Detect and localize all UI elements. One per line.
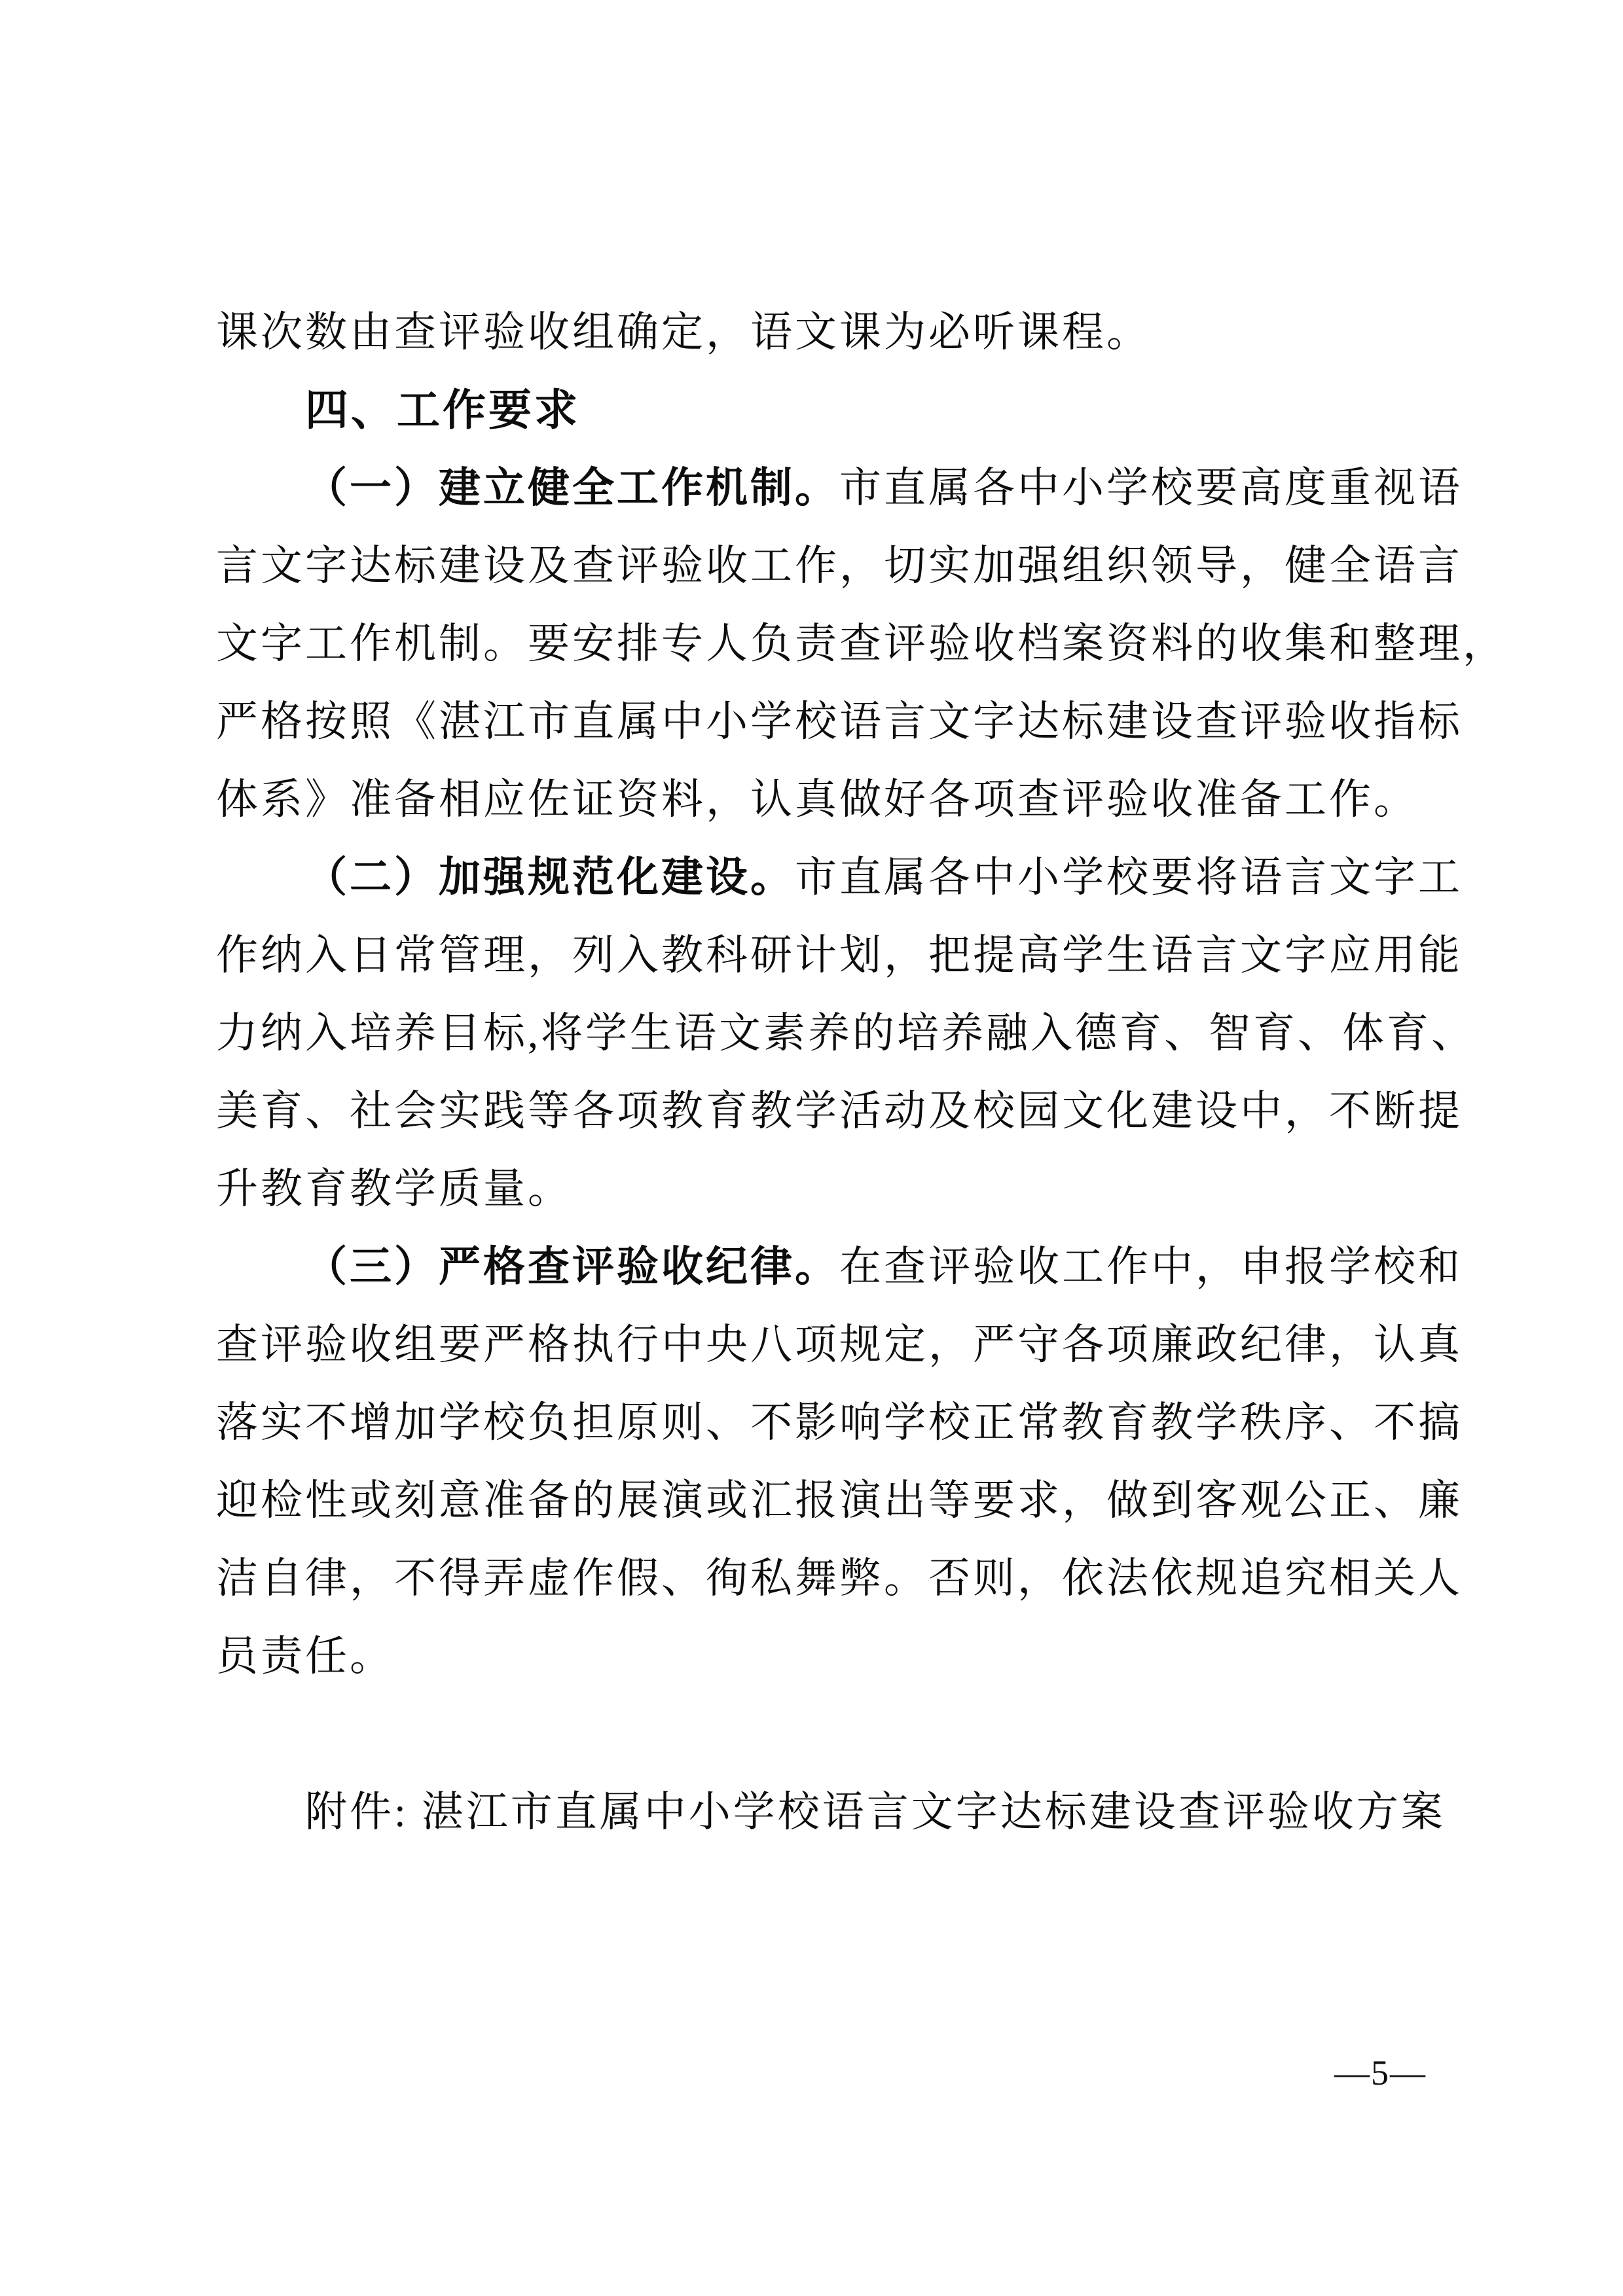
attachment-line (216, 1773, 1463, 1851)
text-line (216, 1072, 1463, 1150)
text-line (216, 1462, 1463, 1539)
line-text: 员责任。 (216, 1633, 394, 1679)
document-body (216, 293, 1507, 1851)
text-line (216, 293, 1463, 371)
text-line (216, 1150, 1463, 1228)
line-text: 查评验收组要严格执行中央八项规定，严守各项廉政纪律，认真 (216, 1321, 1463, 1368)
line-text: 严格按照《湛江市直属中小学校语言文字达标建设查评验收指标 (216, 698, 1463, 745)
text-line (216, 527, 1463, 605)
line-text: 言文字达标建设及查评验收工作，切实加强组织领导，健全语言 (216, 543, 1463, 589)
text-line (216, 683, 1463, 761)
text-line (216, 916, 1463, 994)
line-text: 力纳入培养目标,将学生语文素养的培养融入德育、智育、体育、 (216, 1010, 1476, 1056)
paragraph-start-line (216, 838, 1463, 916)
line-text: 课次数由查评验收组确定，语文课为必听课程。 (216, 309, 1151, 355)
line-text: 作纳入日常管理，列入教科研计划，把提高学生语言文字应用能 (216, 932, 1463, 978)
section-heading-line (216, 371, 1463, 449)
paragraph-lead-text: （一）建立健全工作机制。 (305, 464, 839, 511)
paragraph-start-line (216, 1228, 1463, 1306)
paragraph-lead-text: （二）加强规范化建设。 (305, 853, 795, 901)
paragraph-lead-text: （三）严格查评验收纪律。 (305, 1243, 839, 1290)
line-text: 市直属各中小学校要将语言文字工 (795, 854, 1463, 901)
line-text: 文字工作机制。要安排专人负责查评验收档案资料的收集和整理， (216, 620, 1507, 667)
text-line (216, 1306, 1463, 1384)
text-line (216, 605, 1507, 683)
page-number: —5— (1334, 2053, 1427, 2092)
line-text: 洁自律，不得弄虚作假、徇私舞弊。否则，依法依规追究相关人 (216, 1555, 1463, 1602)
text-line (216, 1384, 1463, 1462)
line-text: 在查评验收工作中，申报学校和 (839, 1244, 1463, 1290)
section-heading-text: 四、工作要求 (305, 386, 580, 434)
paragraph-start-line (216, 449, 1463, 527)
line-text: 落实不增加学校负担原则、不影响学校正常教育教学秩序、不搞 (216, 1399, 1463, 1446)
line-text: 美育、社会实践等各项教育教学活动及校园文化建设中，不断提 (216, 1088, 1463, 1134)
line-text: 迎检性或刻意准备的展演或汇报演出等要求，做到客观公正、廉 (216, 1477, 1463, 1524)
line-text: 体系》准备相应佐证资料，认真做好各项查评验收准备工作。 (216, 776, 1418, 823)
blank-line (216, 1695, 1463, 1773)
line-text: 升教育教学质量。 (216, 1166, 572, 1212)
line-text: 市直属各中小学校要高度重视语 (839, 465, 1463, 511)
text-line (216, 1617, 1463, 1695)
attachment-text: 附件: 湛江市直属中小学校语言文字达标建设查评验收方案 (305, 1789, 1446, 1835)
text-line (216, 761, 1463, 838)
text-line (216, 1539, 1463, 1617)
text-line (216, 994, 1476, 1072)
